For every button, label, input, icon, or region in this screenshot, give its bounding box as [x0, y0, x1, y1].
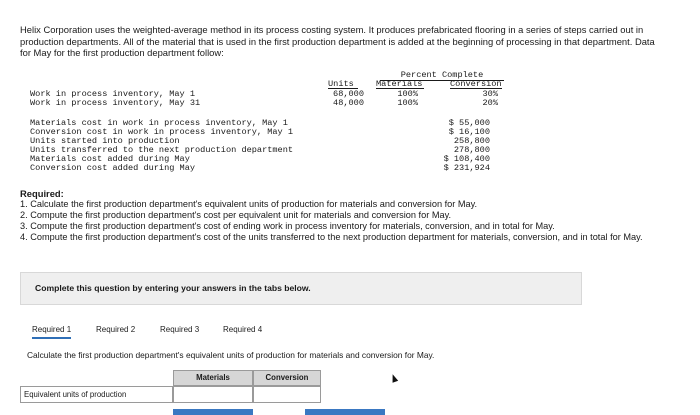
header-percent-complete: Percent Complete: [380, 71, 504, 81]
next-button[interactable]: [305, 409, 385, 415]
header-materials: Materials: [376, 79, 423, 89]
cost-value: 258,800: [453, 136, 490, 146]
cost-label: Materials cost added during May: [30, 154, 190, 164]
tab-required-1[interactable]: Required 1: [32, 322, 71, 339]
tab-instruction: Calculate the first production department's equivalent units of production for materials and conversion for May.: [27, 350, 435, 360]
cost-value: $ 108,400: [443, 154, 490, 164]
cost-label: Conversion cost added during May: [30, 163, 196, 173]
problem-intro: Helix Corporation uses the weighted-average method in its process costing system. It produces prefabricated flooring in a series of steps carried out in production departments. All of the material that is used in the first production department is added at the beginning of processing in that department. Data for May for the first production department follow:: [20, 24, 655, 58]
cost-label: Conversion cost in work in process inventory, May 1: [30, 127, 294, 137]
required-list: [20, 199, 670, 243]
row-materials: 100%: [397, 89, 418, 99]
cost-label: Units started into production: [30, 136, 180, 146]
row-units: 48,000: [333, 98, 364, 108]
cost-value: 278,800: [453, 145, 490, 155]
prev-button[interactable]: [173, 409, 253, 415]
instructions-panel: [20, 272, 582, 305]
conversion-input[interactable]: [253, 386, 321, 403]
tab-required-4[interactable]: Required 4: [223, 325, 263, 334]
required-item: 1. Calculate the first production department's equivalent units of production for materials and conversion for May.: [20, 199, 478, 209]
row-units: 68,000: [333, 89, 364, 99]
row-label: Work in process inventory, May 31: [30, 98, 201, 108]
cost-label: Materials cost in work in process inventory, May 1: [30, 118, 288, 128]
cost-label: Units transferred to the next production department: [30, 145, 294, 155]
required-title: Required:: [20, 188, 64, 199]
panel-text: Complete this question by entering your answers in the tabs below.: [35, 283, 311, 293]
mouse-cursor-icon: [390, 373, 398, 383]
materials-input[interactable]: [173, 386, 253, 403]
required-item: 4. Compute the first production department's cost of the units transferred to the next production department for materials, conversion, and in total for May.: [20, 232, 643, 242]
row-materials: 100%: [397, 98, 418, 108]
tab-required-3[interactable]: Required 3: [160, 325, 200, 334]
header-units: Units: [328, 79, 354, 89]
row-conversion: 30%: [482, 89, 498, 99]
col-conversion: Conversion: [253, 370, 321, 386]
row-label: Work in process inventory, May 1: [30, 89, 196, 99]
header-conversion: Conversion: [450, 79, 502, 89]
cost-value: $ 231,924: [443, 163, 490, 173]
cost-value: $ 55,000: [448, 118, 490, 128]
col-materials: Materials: [173, 370, 253, 386]
row-equivalent-units: Equivalent units of production: [20, 386, 173, 403]
cost-value: $ 16,100: [448, 127, 490, 137]
tab-required-2[interactable]: Required 2: [96, 325, 136, 334]
row-conversion: 20%: [482, 98, 498, 108]
required-item: 2. Compute the first production department's cost per equivalent unit for materials and conversion for May.: [20, 210, 452, 220]
required-item: 3. Compute the first production department's cost of ending work in process inventory for materials, conversion, and in total for May.: [20, 221, 555, 231]
